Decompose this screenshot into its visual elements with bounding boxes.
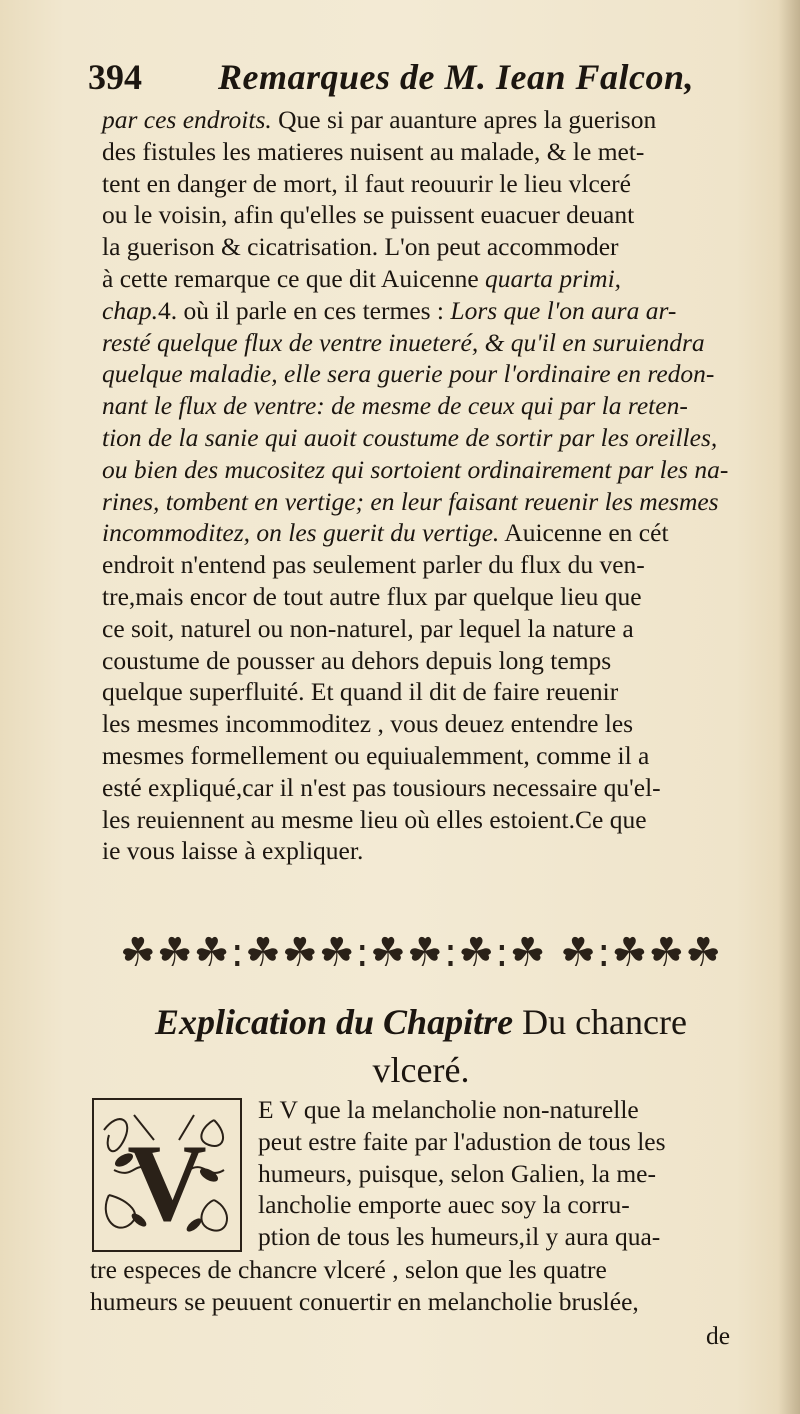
text-block-initial-column	[258, 1094, 748, 1253]
text-line	[102, 613, 752, 645]
italic-segment: rines, tombent en vertige; en leur faisant reuenir les mesmes	[102, 486, 719, 516]
italic-segment: quelque maladie, elle sera guerie pour l'ordinaire en redon-	[102, 359, 715, 389]
text-line	[102, 804, 752, 836]
text-segment: 4. où il parle en ces termes :	[157, 295, 451, 325]
italic-segment: incommoditez, on les guerit du vertige.	[102, 518, 500, 548]
chapter-title-line2: vlceré.	[372, 1050, 470, 1090]
italic-segment: quarta primi,	[485, 263, 622, 293]
chapter-title-italic: Explication du Chapitre	[155, 1002, 514, 1042]
text-line	[102, 835, 752, 867]
text-line	[102, 168, 752, 200]
text-block-main	[102, 104, 752, 867]
text-segment: Auicenne en cét	[499, 518, 669, 548]
running-title: Remarques de M. Iean Falcon,	[218, 57, 695, 97]
text-line	[102, 676, 752, 708]
text-line	[102, 263, 752, 295]
text-segment: ie vous laisse à expliquer.	[102, 836, 364, 866]
text-segment: la guerison & cicatrisation. L'on peut accommoder	[102, 232, 619, 262]
text-line	[102, 645, 752, 677]
ornament-band: ☘☘☘:☘☘☘:☘☘:☘:☘ ☘:☘☘☘	[119, 930, 723, 976]
text-segment: les mesmes incommoditez , vous deuez entendre les	[102, 709, 634, 739]
text-segment: à cette remarque ce que dit Auicenne	[102, 263, 486, 293]
text-segment: tre,mais encor de tout autre flux par quelque lieu que	[102, 581, 642, 611]
text-segment: esté expliqué,car il n'est pas tousiours necessaire qu'el-	[102, 772, 661, 802]
text-line: ption de tous les humeurs,il y aura qua-	[258, 1222, 661, 1252]
text-segment: Que si par auanture apres la guerison	[271, 105, 657, 134]
chapter-title	[96, 998, 746, 1094]
text-segment: quelque superfluité. Et quand il dit de faire reuenir	[102, 677, 619, 707]
text-line: humeurs se peuuent conuertir en melancholie bruslée,	[90, 1286, 639, 1316]
italic-segment: resté quelque flux de ventre inueteré, & qu'il en suruiendra	[102, 327, 705, 357]
text-line	[102, 358, 752, 390]
text-line: tre especes de chancre vlceré , selon que les quatre	[90, 1255, 607, 1284]
italic-segment: chap.	[102, 295, 158, 325]
text-segment: ce soit, naturel ou non-naturel, par lequel la nature a	[102, 613, 634, 643]
text-line	[102, 231, 752, 263]
text-line	[102, 486, 752, 518]
text-line	[102, 390, 752, 422]
text-line	[102, 708, 752, 740]
text-line	[102, 549, 752, 581]
decorated-initial	[92, 1098, 242, 1252]
text-line	[102, 581, 752, 613]
page-number: 394	[88, 57, 142, 97]
italic-segment: Lors que l'on aura ar-	[450, 295, 677, 325]
text-line	[102, 422, 752, 454]
text-line	[102, 104, 752, 136]
italic-segment: tion de la sanie qui auoit coustume de sortir par les oreilles,	[102, 422, 718, 452]
text-segment: les reuiennent au mesme lieu où elles estoient.Ce que	[102, 804, 647, 834]
text-line	[102, 136, 752, 168]
text-segment: ou le voisin, afin qu'elles se puissent euacuer deuant	[102, 200, 635, 230]
catchword: de	[706, 1321, 731, 1350]
text-block-lower	[90, 1254, 750, 1318]
text-line: humeurs, puisque, selon Galien, la me-	[258, 1158, 656, 1188]
italic-segment: ou bien des mucositez qui sortoient ordinairement par les na-	[102, 454, 729, 484]
italic-segment: nant le flux de ventre: de mesme de ceux qui par la reten-	[102, 391, 688, 421]
text-line: peut estre faite par l'adustion de tous les	[258, 1126, 666, 1156]
text-line	[102, 454, 752, 486]
text-segment: tent en danger de mort, il faut reouurir le lieu vlceré	[102, 168, 631, 198]
text-segment: endroit n'entend pas seulement parler du flux du ven-	[102, 550, 645, 580]
text-segment: des fistules les matieres nuisent au malade, & le met-	[102, 136, 645, 166]
text-line	[102, 199, 752, 231]
text-line	[102, 295, 752, 327]
chapter-title-roman: Du chancre	[522, 1002, 687, 1042]
initial-letter: V	[127, 1122, 207, 1244]
chapter-title-line1	[96, 998, 746, 1046]
text-segment: coustume de pousser au dehors depuis long temps	[102, 645, 612, 675]
decorated-initial-image	[94, 1100, 240, 1250]
italic-segment: par ces endroits.	[102, 105, 272, 134]
text-line	[102, 517, 752, 549]
page-header	[88, 52, 728, 108]
text-line: E V que la melancholie non-naturelle	[258, 1095, 639, 1124]
text-line	[102, 772, 752, 804]
text-line	[102, 740, 752, 772]
text-line	[102, 327, 752, 359]
text-segment: mesmes formellement ou equiualemment, comme il a	[102, 740, 650, 770]
page-gutter-shadow	[778, 0, 800, 1414]
text-line: lancholie emporte auec soy la corru-	[258, 1190, 630, 1220]
